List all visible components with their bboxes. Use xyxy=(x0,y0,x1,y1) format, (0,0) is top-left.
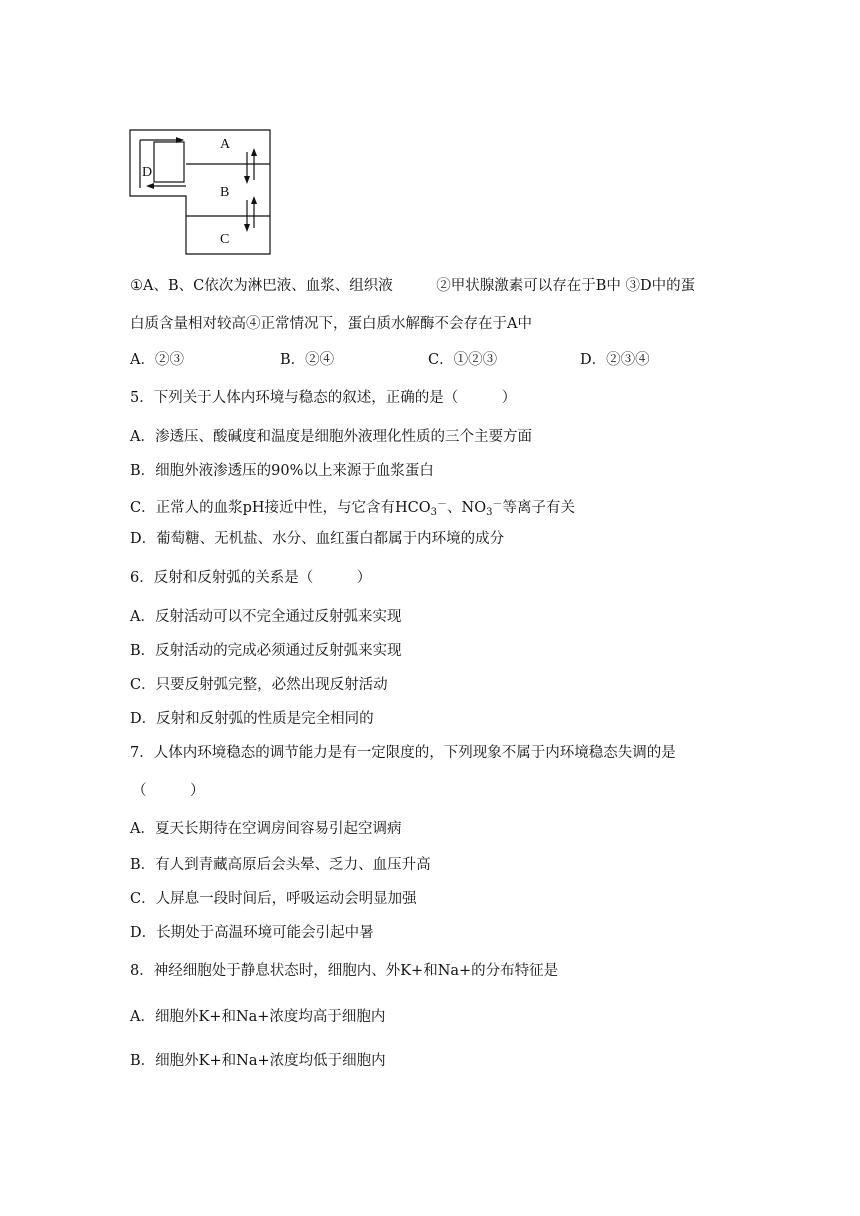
q4-option-a: A．②③ xyxy=(130,352,184,368)
q6-option-c: C．只要反射弧完整，必然出现反射活动 xyxy=(130,677,388,693)
q5-option-c: C．正常人的血浆pH接近中性，与它含有$HCO_3^-$、$NO_3^-$等离子有关 xyxy=(130,499,575,518)
q5-option-d: D．葡萄糖、无机盐、水分、血红蛋白都属于内环境的成分 xyxy=(130,531,505,547)
q4-statement-line2: 白质含量相对较高④正常情况下，蛋白质水解酶不会存在于A中 xyxy=(130,316,532,332)
q8-stem: 8．神经细胞处于静息状态时，细胞内、外K+和Na+的分布特征是 xyxy=(130,963,559,979)
label-d: D xyxy=(142,165,153,180)
q5-stem: 5．下列关于人体内环境与稳态的叙述，正确的是（ ） xyxy=(130,390,517,406)
q8-option-b: B．细胞外K+和Na+浓度均低于细胞内 xyxy=(130,1053,386,1069)
d-box xyxy=(154,142,184,182)
q4-option-c: C．①②③ xyxy=(428,352,498,368)
q5-option-a: A．渗透压、酸碱度和温度是细胞外液理化性质的三个主要方面 xyxy=(130,429,532,445)
q7-paren: （ ） xyxy=(132,783,205,799)
q4-statement-line1: ①A、B、C依次为淋巴液、血浆、组织液 ②甲状腺激素可以存在于B中 ③D中的蛋 xyxy=(130,278,696,294)
label-b: B xyxy=(220,185,230,200)
label-a: A xyxy=(220,137,231,152)
q6-stem: 6．反射和反射弧的关系是（ ） xyxy=(130,570,372,586)
q6-option-b: B．反射活动的完成必须通过反射弧来实现 xyxy=(130,643,402,659)
q5-option-b: B．细胞外液渗透压的90%以上来源于血浆蛋白 xyxy=(130,463,434,479)
q6-option-d: D．反射和反射弧的性质是完全相同的 xyxy=(130,711,374,727)
q4-option-d: D．②③④ xyxy=(580,352,650,368)
body-fluid-diagram xyxy=(128,128,278,258)
diagram-outline xyxy=(130,130,270,254)
q7-option-d: D．长期处于高温环境可能会引起中暑 xyxy=(130,925,374,941)
q8-option-a: A．细胞外K+和Na+浓度均高于细胞内 xyxy=(130,1009,386,1025)
q7-option-a: A．夏天长期待在空调房间容易引起空调病 xyxy=(130,821,402,837)
q7-option-b: B．有人到青藏高原后会头晕、乏力、血压升高 xyxy=(130,857,431,873)
q7-stem: 7．人体内环境稳态的调节能力是有一定限度的，下列现象不属于内环境稳态失调的是 xyxy=(130,745,676,761)
q6-option-a: A．反射活动可以不完全通过反射弧来实现 xyxy=(130,609,402,625)
q4-option-b: B．②④ xyxy=(280,352,335,368)
q7-option-c: C．人屏息一段时间后，呼吸运动会明显加强 xyxy=(130,891,417,907)
label-c: C xyxy=(220,232,230,247)
